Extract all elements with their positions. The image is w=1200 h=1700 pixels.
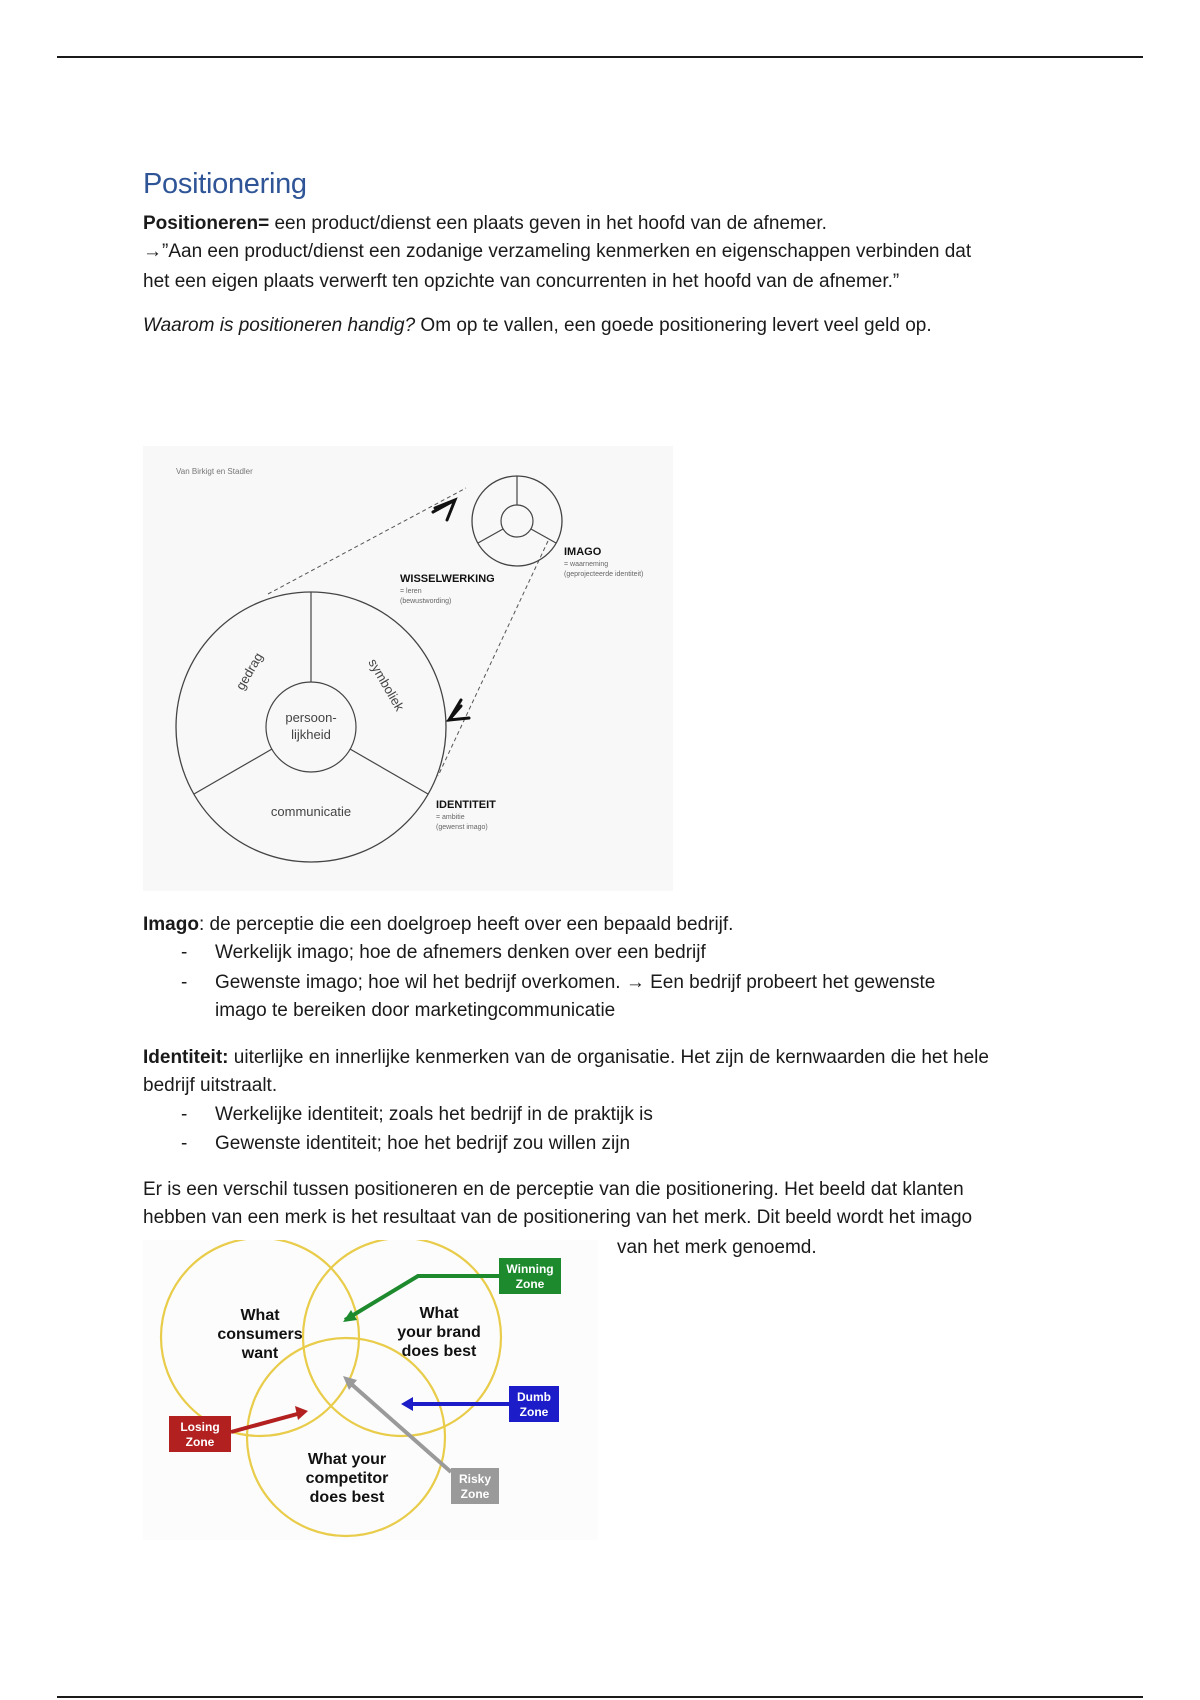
paragraph-line-2: hebben van een merk is het resultaat van de positionering van het merk. Dit beeld wordt het imago [143,1207,973,1228]
wisselwerking-sub-1: = leren [400,588,422,595]
paragraph-line-1: Er is een verschil tussen positioneren en de perceptie van die positionering. Het beeld dat klanten [143,1179,964,1200]
core-line-2: lijkheid [291,727,331,742]
definition-term: Positioneren= [143,213,270,234]
brand-line-2: your brand [397,1324,481,1341]
identiteit-text: uiterlijke en innerlijke kenmerken van de organisatie. Het zijn de kernwaarden die het hele [228,1047,989,1068]
segment-gedrag: gedrag [232,649,266,693]
list-item-text: Werkelijk imago; hoe de afnemers denken over een bedrijf [215,942,706,963]
list-item-text: Werkelijke identiteit; zoals het bedrijf in de praktijk is [215,1104,653,1125]
imago-sub-1: = waarneming [564,561,609,568]
identiteit-label: IDENTITEIT [436,799,496,811]
identiteit-sub-1: = ambitie [436,814,465,821]
losing-zone-line-2: Zone [185,1435,215,1449]
risky-zone-line-1: Risky [458,1472,492,1486]
winning-zone-line-1: Winning [506,1262,554,1276]
imago-text: : de perceptie die een doelgroep heeft over een bepaald bedrijf. [198,914,734,935]
dumb-arrow-head-icon [401,1397,413,1411]
competitor-line-3: does best [309,1489,385,1506]
list-item-text: Gewenste imago; hoe wil het bedrijf overkomen. → Een bedrijf probeert het gewenste [215,972,936,993]
imago-sub-2: (geprojecteerde identiteit) [564,571,644,578]
losing-arrow [231,1413,301,1432]
winning-zone-line-2: Zone [515,1277,545,1291]
wisselwerking-label: WISSELWERKING [400,573,495,585]
identiteit-sub-2: (gewenst imago) [436,824,488,831]
identiteit-term: Identiteit: [143,1047,229,1068]
bullet-dash: - [181,942,188,963]
quote-text-1: ”Aan een product/dienst een zodanige verzameling kenmerken en eigenschappen verbinden dat [162,241,972,262]
definition-text: een product/dienst een plaats geven in het hoofd van de afnemer. [269,213,827,234]
imago-term: Imago [143,914,199,935]
list-item-text: imago te bereiken door marketingcommunicatie [215,1000,616,1021]
arrow-icon: → [143,241,162,262]
imago-divider-2 [478,529,503,543]
venn-svg [143,1240,598,1540]
wisselwerking-sub-2: (bewustwording) [400,598,452,605]
identity-image-svg [143,446,673,891]
identiteit-definition [143,1044,1073,1072]
quote-line-1 [143,238,1073,266]
segment-communicatie: communicatie [270,804,352,819]
page-title: Positionering [143,168,307,200]
consumers-line-1: What [240,1307,280,1324]
competitor-line-2: competitor [305,1470,389,1487]
arrow-down-icon [449,700,469,720]
footer-rule [57,1696,1143,1698]
brand-line-3: does best [401,1343,477,1360]
risky-zone-line-2: Zone [460,1487,490,1501]
losing-zone-line-1: Losing [180,1420,220,1434]
diagram-source: Van Birkigt en Stadler [176,467,253,476]
imago-divider-3 [531,529,556,543]
consumers-line-2: consumers [217,1326,303,1343]
competitor-line-1: What your [307,1451,387,1468]
brand-line-1: What [419,1305,459,1322]
bullet-dash: - [181,1104,188,1125]
identity-image-diagram [143,446,673,891]
paragraph-line-3: van het merk genoemd. [617,1237,817,1258]
why-question: Waarom is positioneren handig? [143,315,416,336]
bullet-dash: - [181,1133,188,1154]
identiteit-definition-2: bedrijf uitstraalt. [143,1075,278,1096]
segment-symboliek: symboliek [365,656,408,714]
list-item-text: Gewenste identiteit; hoe het bedrijf zou willen zijn [215,1133,631,1154]
dumb-zone-line-1: Dumb [517,1390,551,1404]
losing-arrow-head-icon [295,1406,308,1420]
consumers-line-3: want [241,1345,279,1362]
imago-definition [143,911,1073,939]
identity-divider-right [350,749,428,794]
positioning-venn-diagram [143,1240,598,1540]
header-rule [57,56,1143,58]
imago-label: IMAGO [564,546,602,558]
imago-core-circle [501,505,533,537]
core-line-1: persoon- [285,710,337,725]
arrow-up-icon [433,500,455,520]
definition-line [143,210,1073,238]
why-line [143,312,1073,340]
bullet-dash: - [181,972,188,993]
circle-competitor [247,1338,445,1536]
identity-divider-left [194,749,272,794]
why-answer: Om op te vallen, een goede positionering levert veel geld op. [415,315,932,336]
dumb-zone-line-2: Zone [519,1405,549,1419]
quote-line-2: het een eigen plaats verwerft ten opzichte van concurrenten in het hoofd van de afnemer.” [143,271,900,292]
